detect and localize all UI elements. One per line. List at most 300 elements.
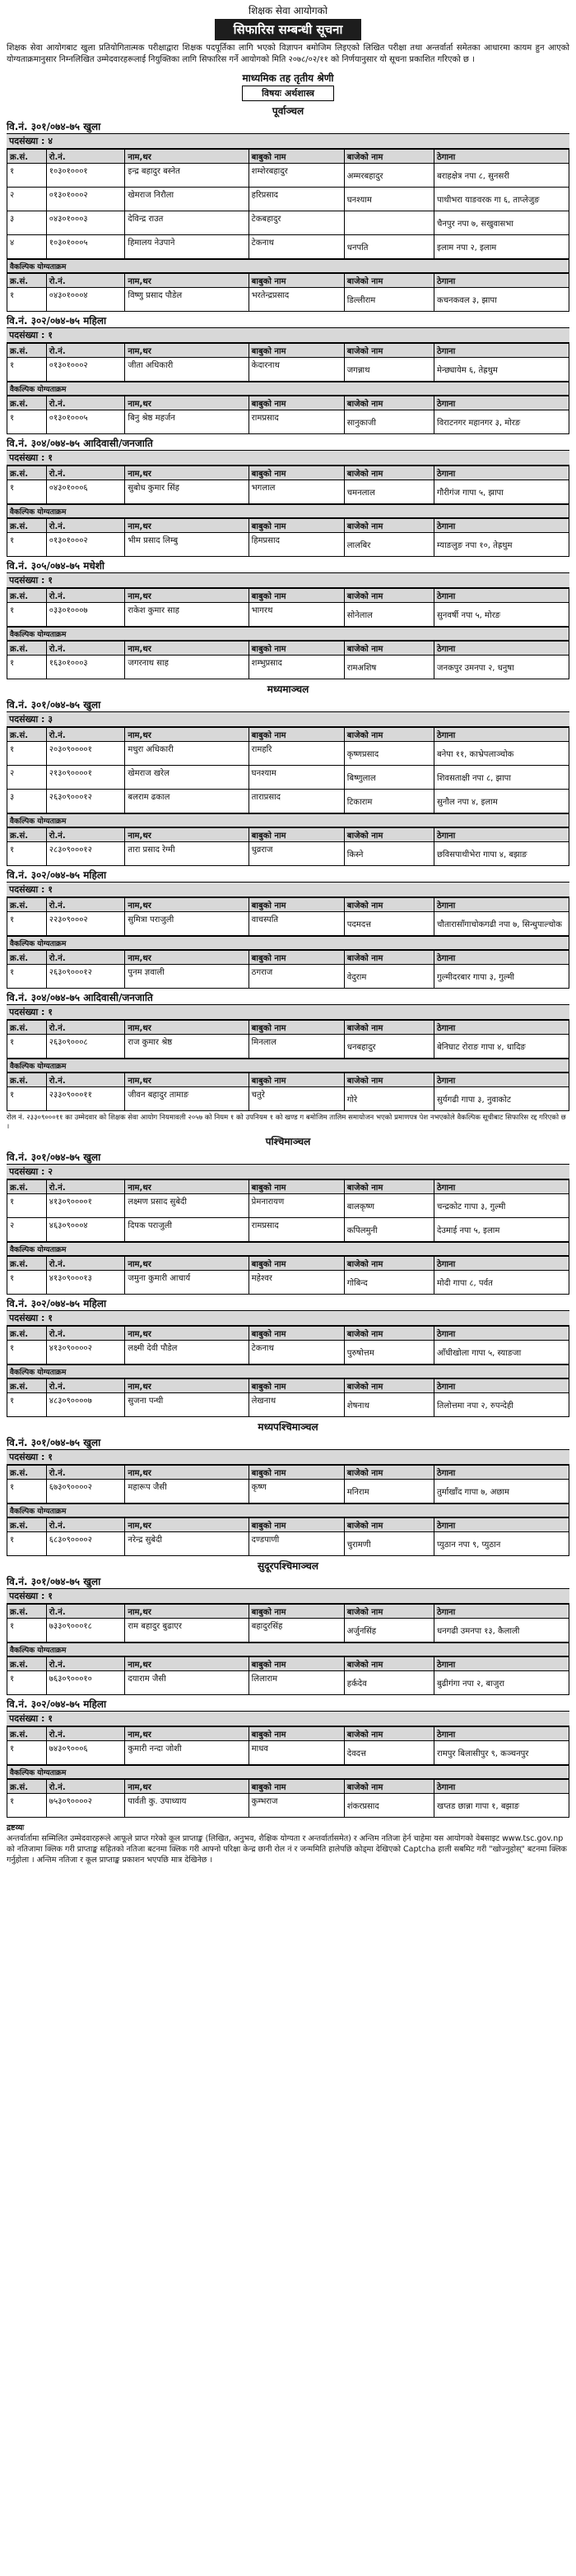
table-cell: छविसपाथीभेरा गापा ४, बझाङ <box>434 842 569 866</box>
column-header: नाम,थर <box>125 1180 249 1194</box>
table-row <box>7 358 569 382</box>
table-cell: १ <box>7 1035 47 1059</box>
column-header: नाम,थर <box>125 1780 249 1794</box>
table-header-row <box>7 642 569 656</box>
table-header-row <box>7 1780 569 1794</box>
column-header: क्र.सं. <box>7 1466 47 1480</box>
table-cell: ठगराज <box>249 965 344 989</box>
candidate-table <box>7 343 569 382</box>
column-header: नाम,थर <box>125 1657 249 1671</box>
table-row <box>7 1218 569 1242</box>
column-header: ठेगाना <box>434 466 569 480</box>
candidate-table <box>7 273 569 312</box>
table-cell: ताराप्रसाद <box>249 790 344 813</box>
column-header: बाबुको नाम <box>249 642 344 656</box>
table-row <box>7 288 569 312</box>
column-header: नाम,थर <box>125 1257 249 1271</box>
column-header: रो.नं. <box>46 1466 125 1480</box>
table-cell: सुबोध कुमार सिंह <box>125 480 249 504</box>
table-cell: जमुना कुमारी आचार्य <box>125 1271 249 1295</box>
column-header: बाजेको नाम <box>344 344 434 358</box>
column-header: ठेगाना <box>434 1727 569 1741</box>
table-cell: धुव्रराज <box>249 842 344 866</box>
table-cell: ६८३०९००००२ <box>46 1532 125 1556</box>
advert-number: वि.नं. ३०२/०७४-७५ महिला <box>7 869 107 881</box>
table-cell: तारा प्रसाद रेग्मी <box>125 842 249 866</box>
table-cell: कुमारी नन्दा जोशी <box>125 1741 249 1765</box>
table-header-row <box>7 898 569 912</box>
table-cell: टिकाराम <box>344 790 434 813</box>
column-header: रो.नं. <box>46 1780 125 1794</box>
candidate-table <box>7 827 569 866</box>
column-header: क्र.सं. <box>7 1780 47 1794</box>
advert-number: वि.नं. ३०४/०७४-७५ आदिवासी/जनजाति <box>7 992 153 1003</box>
column-header: बाजेको नाम <box>344 642 434 656</box>
candidate-table <box>7 1073 569 1111</box>
column-header: बाबुको नाम <box>249 466 344 480</box>
table-cell: पाथीभरा याङवरक गा ६, ताप्लेजुङ <box>434 188 569 211</box>
table-cell: मनिराम <box>344 1480 434 1503</box>
region-heading: पश्चिमाञ्चल <box>265 1136 311 1147</box>
table-cell: घनश्याम <box>344 188 434 211</box>
advert-number: वि.नं. ३०१/०७४-७५ खुला <box>7 121 101 132</box>
table-row <box>7 1341 569 1364</box>
advert-block <box>7 697 569 866</box>
column-header: ठेगाना <box>434 1257 569 1271</box>
table-cell: ४६३०९०००४ <box>46 1218 125 1242</box>
table-cell: ४ <box>7 235 47 259</box>
column-header: रो.नं. <box>46 898 125 912</box>
table-cell: १ <box>7 480 47 504</box>
column-header: नाम,थर <box>125 1727 249 1741</box>
column-header: नाम,थर <box>125 951 249 965</box>
column-header: क्र.सं. <box>7 1021 47 1035</box>
table-cell: शम्शेरबहादुर <box>249 164 344 188</box>
table-cell: मेन्छ्यायेम ६, तेह्रथुम <box>434 358 569 382</box>
candidate-table <box>7 641 569 679</box>
table-cell: राकेश कुमार साह <box>125 603 249 627</box>
column-header: क्र.सं. <box>7 828 47 842</box>
alternate-list-label: वैकल्पिक योग्यताक्रम <box>7 382 569 396</box>
table-cell: ०१३०१०००५ <box>46 410 125 434</box>
table-cell: मिनलाल <box>249 1035 344 1059</box>
column-header: रो.नं. <box>46 274 125 288</box>
table-cell: ६७३०९००००२ <box>46 1480 125 1503</box>
table-cell: ७४३०९०००६ <box>46 1741 125 1765</box>
table-cell: १ <box>7 288 47 312</box>
candidate-table <box>7 1517 569 1556</box>
column-header: ठेगाना <box>434 1780 569 1794</box>
advert-block <box>7 1296 569 1417</box>
column-header: बाबुको नाम <box>249 1657 344 1671</box>
table-row <box>7 164 569 188</box>
table-cell: सुजना पन्थी <box>125 1393 249 1417</box>
column-header: बाजेको नाम <box>344 1605 434 1619</box>
column-header: नाम,थर <box>125 396 249 410</box>
notice <box>7 0 569 1865</box>
advert-block <box>7 1150 569 1295</box>
table-cell: भीम प्रसाद लिम्बु <box>125 533 249 557</box>
candidate-table <box>7 1326 569 1364</box>
column-header: रो.नं. <box>46 1657 125 1671</box>
table-cell: रामप्रसाद <box>249 410 344 434</box>
table-cell: देवदत्त <box>344 1741 434 1765</box>
intro-paragraph: शिक्षक सेवा आयोगबाट खुला प्रतियोगितात्मक परीक्षाद्वारा शिक्षक पदपूर्तिका लागि भएको विज्ञापन बमोजिम लिइएको लिखित परीक्षा तथा अन्तर्वार्ता समेतका आधारमा कायम हुन आएको योग्यताक्रमानुसार निम्नलिखित उम्मेदवारहरूलाई नियुक्तिका लागि सिफारिस गर्ने आयोगको मिति २०७८/०२/११ को निर्णयानुसार यो सूचना प्रकाशित गरिएको छ । <box>7 44 569 64</box>
table-header-row <box>7 1518 569 1532</box>
post-count: पदसंख्या : १ <box>7 1711 569 1726</box>
table-cell: २०३०९००००१ <box>46 742 125 766</box>
table-cell: १ <box>7 742 47 766</box>
table-header-row <box>7 466 569 480</box>
column-header: बाजेको नाम <box>344 828 434 842</box>
table-cell: खप्तड छान्ना गापा १, बझाङ <box>434 1794 569 1818</box>
table-row <box>7 766 569 790</box>
candidate-table <box>7 1656 569 1695</box>
table-cell: ४८३०९००००७ <box>46 1393 125 1417</box>
table-cell: १ <box>7 603 47 627</box>
region-heading: सुदूरपश्चिमाञ्चल <box>258 1560 318 1572</box>
table-cell: २ <box>7 766 47 790</box>
column-header: क्र.सं. <box>7 519 47 533</box>
column-header: बाबुको नाम <box>249 519 344 533</box>
table-cell <box>344 211 434 235</box>
table-row <box>7 965 569 989</box>
candidate-table <box>7 396 569 434</box>
table-cell: बिनु श्रेष्ठ महर्जन <box>125 410 249 434</box>
column-header: बाबुको नाम <box>249 150 344 164</box>
table-header-row <box>7 274 569 288</box>
column-header: रो.नं. <box>46 1605 125 1619</box>
column-header: ठेगाना <box>434 828 569 842</box>
table-cell: महारूप जैसी <box>125 1480 249 1503</box>
column-header: ठेगाना <box>434 1379 569 1393</box>
candidate-table <box>7 1179 569 1242</box>
advert-block <box>7 119 569 312</box>
column-header: क्र.सं. <box>7 1605 47 1619</box>
alternate-list-label: वैकल्पिक योग्यताक्रम <box>7 1642 569 1656</box>
column-header: बाजेको नाम <box>344 1780 434 1794</box>
column-header: क्र.सं. <box>7 150 47 164</box>
table-cell: गौरीगंज गापा ५, झापा <box>434 480 569 504</box>
table-header-row <box>7 589 569 603</box>
column-header: बाबुको नाम <box>249 1073 344 1087</box>
post-count: पदसंख्या : १ <box>7 1004 569 1020</box>
table-header-row <box>7 519 569 533</box>
table-cell: महेश्वर <box>249 1271 344 1295</box>
column-header: नाम,थर <box>125 1518 249 1532</box>
column-header: बाबुको नाम <box>249 1327 344 1341</box>
table-row <box>7 410 569 434</box>
table-cell: गोबिन्द <box>344 1271 434 1295</box>
column-header: रो.नं. <box>46 642 125 656</box>
column-header: ठेगाना <box>434 642 569 656</box>
table-header-row <box>7 951 569 965</box>
column-header: नाम,थर <box>125 1466 249 1480</box>
alternate-list-label: वैकल्पिक योग्यताक्रम <box>7 627 569 641</box>
table-row <box>7 480 569 504</box>
table-cell: कुम्भराज <box>249 1794 344 1818</box>
column-header: नाम,थर <box>125 274 249 288</box>
alternate-list-label: वैकल्पिक योग्यताक्रम <box>7 936 569 950</box>
column-header: बाजेको नाम <box>344 1180 434 1194</box>
column-header: बाबुको नाम <box>249 1605 344 1619</box>
candidate-table <box>7 149 569 259</box>
column-header: ठेगाना <box>434 150 569 164</box>
table-cell: १ <box>7 656 47 679</box>
alternate-list-label: वैकल्पिक योग्यताक्रम <box>7 1242 569 1256</box>
advert-number: वि.नं. ३०२/०७४-७५ महिला <box>7 315 107 327</box>
table-cell: बिष्णुलाल <box>344 766 434 790</box>
column-header: बाबुको नाम <box>249 1466 344 1480</box>
column-header: क्र.सं. <box>7 1657 47 1671</box>
table-cell: जगरनाथ साह <box>125 656 249 679</box>
column-header: रो.नं. <box>46 1727 125 1741</box>
table-cell: तिलोत्तमा नपा २, रुपन्देही <box>434 1393 569 1417</box>
table-cell: हर्कदेव <box>344 1671 434 1695</box>
column-header: बाबुको नाम <box>249 728 344 742</box>
column-header: क्र.सं. <box>7 1727 47 1741</box>
table-header-row <box>7 1605 569 1619</box>
table-cell: अर्जुनसिंह <box>344 1619 434 1642</box>
table-cell: चमनलाल <box>344 480 434 504</box>
column-header: नाम,थर <box>125 1605 249 1619</box>
advert-block <box>7 1574 569 1695</box>
table-header-row <box>7 1180 569 1194</box>
advert-number: वि.नं. ३०२/०७४-७५ महिला <box>7 1698 107 1710</box>
advert-number: वि.नं. ३०२/०७४-७५ महिला <box>7 1298 107 1309</box>
candidate-table <box>7 897 569 936</box>
candidate-table <box>7 1256 569 1295</box>
candidate-table <box>7 1020 569 1059</box>
table-cell: म्याङलुङ नपा १०, तेह्रथुम <box>434 533 569 557</box>
table-header-row <box>7 1466 569 1480</box>
column-header: बाजेको नाम <box>344 1327 434 1341</box>
table-cell: २८३०९०००१२ <box>46 842 125 866</box>
table-cell: देउमाई नपा ५, इलाम <box>434 1218 569 1242</box>
table-cell: ३ <box>7 790 47 813</box>
table-row <box>7 188 569 211</box>
advert-number: वि.नं. ३०४/०७४-७५ आदिवासी/जनजाति <box>7 438 153 449</box>
column-header: क्र.सं. <box>7 1073 47 1087</box>
column-header: रो.नं. <box>46 828 125 842</box>
column-header: क्र.सं. <box>7 274 47 288</box>
table-cell: कचनकवल ३, झापा <box>434 288 569 312</box>
table-cell: राज कुमार श्रेष्ठ <box>125 1035 249 1059</box>
column-header: ठेगाना <box>434 1021 569 1035</box>
column-header: क्र.सं. <box>7 898 47 912</box>
table-cell: आँधीखोला गापा ५, स्याङजा <box>434 1341 569 1364</box>
column-header: ठेगाना <box>434 1605 569 1619</box>
candidate-table <box>7 1779 569 1818</box>
table-cell: ०४३०१०००६ <box>46 480 125 504</box>
column-header: बाजेको नाम <box>344 589 434 603</box>
table-cell: ४१३०९००००२ <box>46 1341 125 1364</box>
column-header: क्र.सं. <box>7 642 47 656</box>
table-cell: मोदी गापा ८, पर्वत <box>434 1271 569 1295</box>
table-row <box>7 1194 569 1218</box>
table-cell: टेकनाथ <box>249 1341 344 1364</box>
level-heading: माध्यमिक तह तृतीय श्रेणी <box>242 72 334 84</box>
table-row <box>7 790 569 813</box>
column-header: रो.नं. <box>46 519 125 533</box>
table-cell: २३३०९०००११ <box>46 1087 125 1111</box>
table-cell: रामपुर बिलासीपुर ९, कञ्चनपुर <box>434 1741 569 1765</box>
table-cell: चैनपुर नपा ७, सखुवासभा <box>434 211 569 235</box>
table-cell: शम्भुप्रसाद <box>249 656 344 679</box>
column-header: बाजेको नाम <box>344 1257 434 1271</box>
table-row <box>7 1480 569 1503</box>
table-cell: चौतारासाँगाचोकगढी नपा ७, सिन्धुपाल्चोक <box>434 912 569 936</box>
column-header: बाजेको नाम <box>344 1021 434 1035</box>
table-cell: २ <box>7 1218 47 1242</box>
column-header: बाबुको नाम <box>249 1257 344 1271</box>
column-header: नाम,थर <box>125 589 249 603</box>
column-header: बाजेको नाम <box>344 951 434 965</box>
table-cell: १ <box>7 965 47 989</box>
table-header-row <box>7 150 569 164</box>
table-cell: देविन्द्र राउत <box>125 211 249 235</box>
table-cell: १ <box>7 1794 47 1818</box>
table-cell: गुल्मीदरबार गापा ३, गुल्मी <box>434 965 569 989</box>
alternate-list-label: वैकल्पिक योग्यताक्रम <box>7 1364 569 1378</box>
table-cell: १०३०१०००१ <box>46 164 125 188</box>
table-cell: ०३३०१०००७ <box>46 603 125 627</box>
table-cell: लक्ष्मण प्रसाद सुबेदी <box>125 1194 249 1218</box>
table-cell: १ <box>7 164 47 188</box>
candidate-table <box>7 588 569 627</box>
column-header: रो.नं. <box>46 951 125 965</box>
advert-block <box>7 436 569 557</box>
table-row <box>7 1035 569 1059</box>
table-cell: धनबहादुर <box>344 1035 434 1059</box>
column-header: रो.नं. <box>46 1180 125 1194</box>
org-name: शिक्षक सेवा आयोगको <box>248 5 328 16</box>
table-cell: ०१३०१०००२ <box>46 533 125 557</box>
table-row <box>7 1271 569 1295</box>
candidate-table <box>7 1604 569 1642</box>
table-cell: जीता अधिकारी <box>125 358 249 382</box>
table-cell: चन्द्रकोट गापा ३, गुल्मी <box>434 1194 569 1218</box>
column-header: बाजेको नाम <box>344 150 434 164</box>
advert-block <box>7 1435 569 1556</box>
table-cell: लेखनाथ <box>249 1393 344 1417</box>
post-count: पदसंख्या : १ <box>7 1449 569 1465</box>
column-header: बाजेको नाम <box>344 396 434 410</box>
column-header: नाम,थर <box>125 519 249 533</box>
table-cell: खेमराज खरेल <box>125 766 249 790</box>
table-row <box>7 1087 569 1111</box>
region-heading: मध्यमाञ्चल <box>267 683 309 695</box>
advert-number: वि.नं. ३०१/०७४-७५ खुला <box>7 1437 101 1448</box>
table-cell: रामअशिष <box>344 656 434 679</box>
column-header: बाजेको नाम <box>344 1073 434 1087</box>
table-cell: हिमालय नेउपाने <box>125 235 249 259</box>
table-cell: १ <box>7 1341 47 1364</box>
table-header-row <box>7 1021 569 1035</box>
table-cell: १ <box>7 1087 47 1111</box>
table-cell: कृष्ण <box>249 1480 344 1503</box>
table-cell: हिमप्रसाद <box>249 533 344 557</box>
advert-block <box>7 1697 569 1818</box>
column-header: रो.नं. <box>46 466 125 480</box>
table-cell: नरेन्द्र सुबेदी <box>125 1532 249 1556</box>
table-cell: १०३०१०००५ <box>46 235 125 259</box>
column-header: बाबुको नाम <box>249 951 344 965</box>
table-cell: सुर्यगढी गापा ३, नुवाकोट <box>434 1087 569 1111</box>
column-header: क्र.सं. <box>7 1257 47 1271</box>
table-cell: ७६३०९०००१० <box>46 1671 125 1695</box>
table-row <box>7 1532 569 1556</box>
column-header: ठेगाना <box>434 1657 569 1671</box>
table-cell: खेमराज निरौला <box>125 188 249 211</box>
table-cell: तुर्माखाँद गापा ७, अछाम <box>434 1480 569 1503</box>
table-cell: शंकरप्रसाद <box>344 1794 434 1818</box>
column-header: क्र.सं. <box>7 589 47 603</box>
table-cell: १ <box>7 1741 47 1765</box>
column-header: नाम,थर <box>125 1073 249 1087</box>
table-cell: विराटनगर महानगर ३, मोरङ <box>434 410 569 434</box>
table-cell: जीवन बहादुर तामाङ <box>125 1087 249 1111</box>
region-heading: पूर्वाञ्चल <box>272 105 304 117</box>
table-cell: ७५३०९००००२ <box>46 1794 125 1818</box>
column-header: ठेगाना <box>434 519 569 533</box>
advert-number: वि.नं. ३०१/०७४-७५ खुला <box>7 1576 101 1587</box>
alternate-list-label: वैकल्पिक योग्यताक्रम <box>7 813 569 827</box>
column-header: ठेगाना <box>434 1518 569 1532</box>
post-count: पदसंख्या : १ <box>7 882 569 897</box>
table-cell: २६३०९०००१२ <box>46 965 125 989</box>
table-row <box>7 603 569 627</box>
column-header: रो.नं. <box>46 589 125 603</box>
column-header: नाम,थर <box>125 1327 249 1341</box>
table-cell: ०१३०१०००२ <box>46 358 125 382</box>
table-row <box>7 1393 569 1417</box>
table-cell: शिवसताक्षी नपा ८, झापा <box>434 766 569 790</box>
table-cell: टेकबहादुर <box>249 211 344 235</box>
table-row <box>7 656 569 679</box>
table-cell: इन्द्र बहादुर बस्नेत <box>125 164 249 188</box>
column-header: ठेगाना <box>434 589 569 603</box>
column-header: ठेगाना <box>434 1327 569 1341</box>
table-cell: जगन्नाथ <box>344 358 434 382</box>
column-header: ठेगाना <box>434 898 569 912</box>
table-header-row <box>7 1727 569 1741</box>
advert-block <box>7 558 569 679</box>
table-row <box>7 842 569 866</box>
table-cell: लालबिर <box>344 533 434 557</box>
table-cell: कृष्णप्रसाद <box>344 742 434 766</box>
column-header: रो.नं. <box>46 1021 125 1035</box>
table-cell: ०४३०१०००४ <box>46 288 125 312</box>
table-cell: २२३०९०००२ <box>46 912 125 936</box>
column-header: बाजेको नाम <box>344 1379 434 1393</box>
table-cell: ४१३०९००००१ <box>46 1194 125 1218</box>
column-header: बाबुको नाम <box>249 1180 344 1194</box>
column-header: नाम,थर <box>125 1379 249 1393</box>
column-header: क्र.सं. <box>7 344 47 358</box>
table-cell: १ <box>7 1532 47 1556</box>
table-cell: बुढीगंगा नपा २, बाजुरा <box>434 1671 569 1695</box>
table-cell: सुनवर्षी नपा ५, मोरङ <box>434 603 569 627</box>
column-header: बाजेको नाम <box>344 466 434 480</box>
table-cell: प्युठान नपा ९, प्युठान <box>434 1532 569 1556</box>
table-cell: पुरुषोत्तम <box>344 1341 434 1364</box>
column-header: रो.नं. <box>46 396 125 410</box>
table-row <box>7 1741 569 1765</box>
column-header: क्र.सं. <box>7 1518 47 1532</box>
table-cell: धनगढी उमनपा १३, कैलाली <box>434 1619 569 1642</box>
table-cell: सुनौल नपा ४, इलाम <box>434 790 569 813</box>
